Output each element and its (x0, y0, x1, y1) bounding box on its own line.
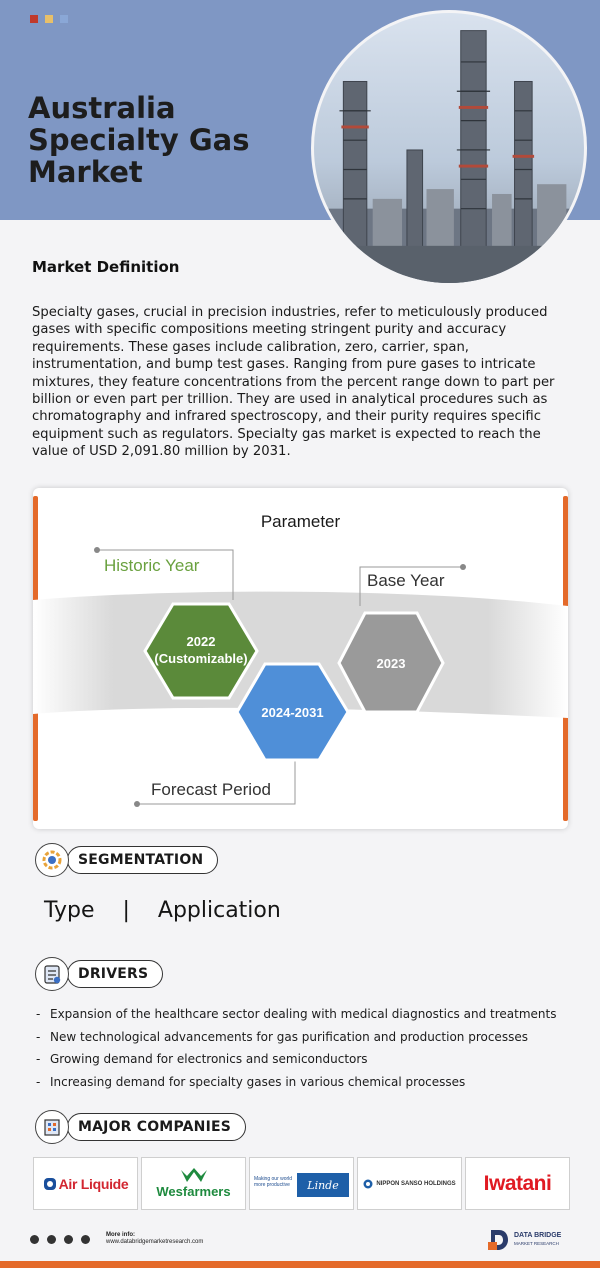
historic-leader-dot (94, 547, 100, 553)
clipboard-checklist-icon (35, 957, 69, 991)
footer-social (30, 1232, 203, 1246)
air-liquide-name: Air Liquide (58, 1175, 129, 1192)
iwatani-name: Iwatani (483, 1171, 552, 1195)
market-definition-heading: Market Definition (32, 258, 180, 276)
companies-header (35, 1110, 246, 1144)
air-liquide-mark-icon (43, 1177, 57, 1191)
refinery-illustration (314, 13, 584, 283)
forecast-period-value: 2024-2031 (261, 705, 324, 720)
nippon-sanso-logo (357, 1157, 462, 1210)
instagram-icon[interactable] (81, 1235, 90, 1244)
forecast-period-label: Forecast Period (151, 780, 271, 799)
title-line-1: Australia (28, 91, 176, 125)
hero-dots (30, 15, 68, 23)
data-bridge-mark-icon (488, 1228, 510, 1252)
list-item: - Expansion of the healthcare sector dealing with medical diagnostics and treatments (36, 1007, 576, 1030)
base-year-value: 2023 (376, 656, 406, 671)
linde-name: Linde (307, 1178, 339, 1192)
drivers-label: DRIVERS (67, 960, 163, 988)
list-item: - New technological advancements for gas purification and production processes (36, 1030, 576, 1053)
base-leader-dot (460, 564, 466, 570)
historic-year-value (145, 633, 257, 667)
linde-tagline-2: more productive (254, 1182, 290, 1188)
data-bridge-logo (488, 1228, 561, 1252)
drivers-header (35, 957, 163, 991)
linde-tagline-1: Making our world (254, 1176, 293, 1182)
parameter-title: Parameter (260, 512, 341, 531)
wesfarmers-name: Wesfarmers (156, 1184, 231, 1199)
parameter-diagram (33, 488, 568, 829)
twitter-icon[interactable] (64, 1235, 73, 1244)
air-liquide-logo (33, 1157, 138, 1210)
company-building-icon (35, 1110, 69, 1144)
dot-yellow (45, 15, 53, 23)
market-definition-text: Specialty gases, crucial in precision industries, refer to meticulously produced gases with specific compositions meeting stringent purity and accuracy requirements. These gases include calibration, zero, carrier, span, instrumentation, and bump test gases. Ranging from pure gases to intricate mixtures, they feature concentrations from the percent range down to part per billion or even part per trillion. They are used in analytical procedures such as chromatography and infrared spectroscopy, and their purity requires specific equipment such as regulators. Specialty gas market is expected to reach the value of USD 2,091.80 million by 2031. (32, 305, 555, 460)
linde-badge (297, 1173, 349, 1197)
company-logos (33, 1157, 570, 1210)
companies-label: MAJOR COMPANIES (67, 1113, 246, 1141)
more-info-label: More info: (106, 1232, 135, 1238)
brand-subtitle: MARKET RESEARCH (514, 1241, 559, 1246)
page-title (28, 92, 288, 188)
linde-tagline (254, 1176, 292, 1188)
title-line-3: Market (28, 155, 143, 189)
dot-blue (60, 15, 68, 23)
brand-name: DATA BRIDGE (514, 1232, 562, 1239)
wesfarmers-logo (141, 1157, 246, 1210)
list-item: - Growing demand for electronics and semiconductors (36, 1052, 576, 1075)
website-link[interactable]: www.databridgemarketresearch.com (106, 1239, 204, 1245)
title-line-2: Specialty Gas (28, 123, 250, 157)
list-item: - Increasing demand for specialty gases in various chemical processes (36, 1075, 576, 1098)
nippon-sanso-name: NIPPON SANSO HOLDINGS (376, 1180, 456, 1187)
drivers-list (36, 1007, 576, 1097)
historic-year-number: 2022 (186, 634, 216, 649)
linde-logo (249, 1157, 354, 1210)
base-year-label: Base Year (367, 571, 445, 590)
forecast-leader-dot (134, 801, 140, 807)
facebook-icon[interactable] (47, 1235, 56, 1244)
wesfarmers-mark-icon (179, 1168, 209, 1184)
segmentation-label: SEGMENTATION (67, 846, 218, 874)
parameter-card (33, 488, 568, 829)
segmentation-header (35, 843, 218, 877)
refinery-image (311, 10, 587, 286)
historic-year-label: Historic Year (104, 556, 200, 575)
bottom-accent-bar (0, 1261, 600, 1268)
iwatani-logo (465, 1157, 570, 1210)
dot-red (30, 15, 38, 23)
nippon-sanso-mark-icon (363, 1179, 373, 1189)
whatsapp-icon[interactable] (30, 1235, 39, 1244)
gear-chart-icon (35, 843, 69, 877)
historic-year-note: (Customizable) (154, 651, 248, 666)
segmentation-items: Type | Application (44, 898, 281, 923)
more-info (106, 1232, 203, 1246)
